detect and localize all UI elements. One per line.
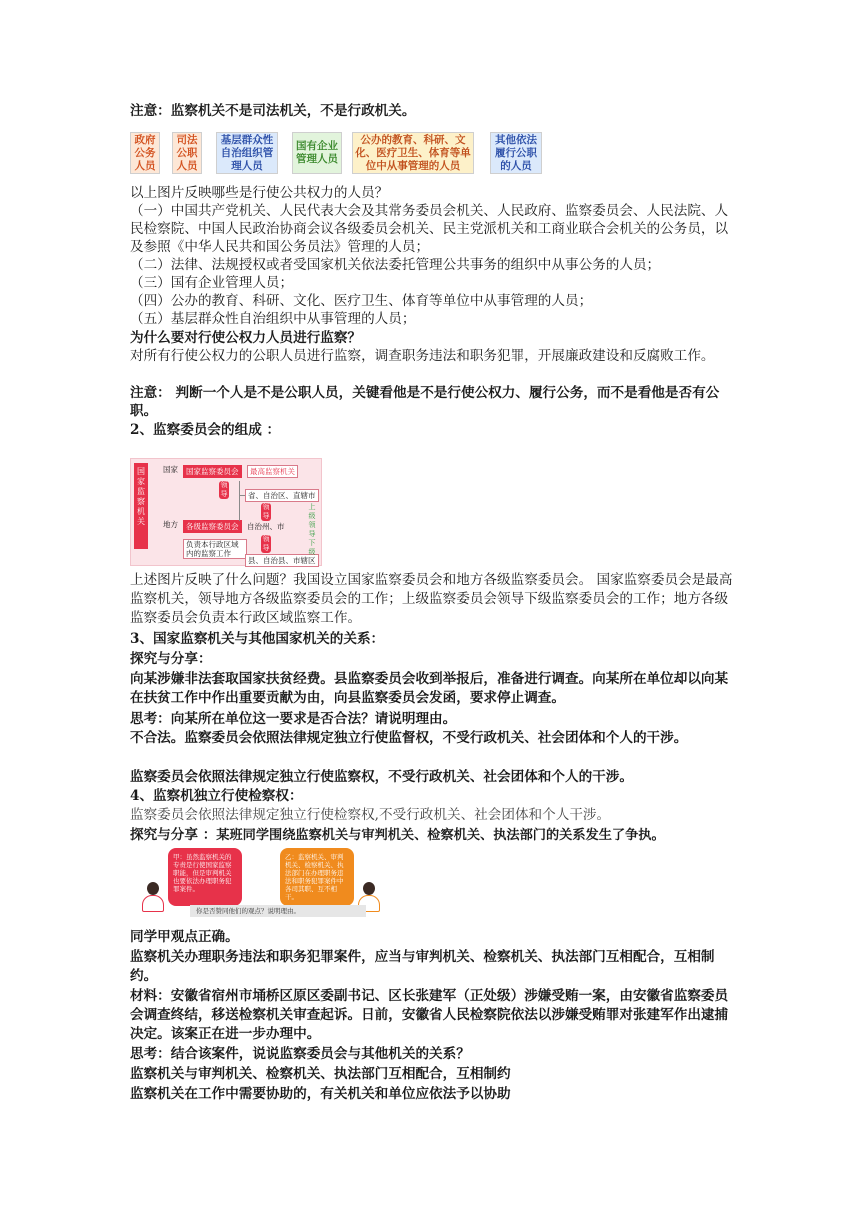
role-soe-managers: 国有企业管理人员: [292, 132, 342, 174]
role-grassroots-staff: 基层群众性自治组织管理人员: [216, 132, 278, 174]
speech-bubble-yi: 乙：监察机关、审判机关、检察机关、执法部门在办理职务违法和职务犯罪案件中各司其职、互不相干。: [280, 848, 354, 906]
supreme-organ-box: 最高监察机关: [247, 465, 298, 478]
explore-topic-2: 某班同学围绕监察机关与审判机关、检察机关、执法部门的关系发生了争执。: [216, 828, 665, 843]
role-judicial-staff: 司法公职人员: [172, 132, 202, 174]
answer-2: 对所有行使公权力的公职人员进行监察，调查职务违法和职务犯罪，开展廉政建设和反腐败工作。: [130, 348, 715, 364]
answer-7: 监察机关与审判机关、检察机关、执法部门互相配合，互相制约: [130, 1066, 511, 1082]
list-item-3: （三）国有企业管理人员；: [130, 275, 294, 291]
think-1: 思考：向某所在单位这一要求是否合法？请说明理由。: [130, 711, 457, 727]
prefecture-box: 自治州、市: [247, 522, 285, 531]
role-government-staff: 政府公务人员: [130, 132, 160, 174]
answer-4a: 不合法。监察委员会依照法律规定独立行使监督权，不受行政机关、社会团体和个人的干涉。: [130, 730, 688, 746]
hierarchy-label: 上级领导下级: [308, 503, 316, 556]
list-item-5: （五）基层群众性自治组织中从事管理的人员；: [130, 311, 416, 327]
connector-line: [239, 481, 240, 521]
answer-5: 监察委员会依照法律规定独立行使检察权,不受行政机关、社会团体和个人干涉。: [130, 807, 611, 823]
role-other-public-officials: 其他依法履行公职的人员: [490, 132, 542, 174]
lead-tag-2: 领导: [262, 503, 270, 520]
material: 材料：安徽省宿州市埇桥区原区委副书记、区长张建军（正处级）涉嫌受贿一案，由安徽省监察委员会调查终结，移送检察机关审查起诉。日前，安徽省人民检察院依法以涉嫌受贿罪对张建军作出逮捕决定。该案正在进一步办理中。: [130, 988, 729, 1042]
label-national: 国家: [163, 465, 178, 474]
county-box: 县、自治县、市辖区: [245, 554, 319, 567]
public-officials-figure: [130, 132, 550, 176]
explore-label-1: 探究与分享：: [130, 651, 212, 667]
explore-label-2: 探究与分享 ：: [130, 827, 217, 843]
commission-structure-diagram: [130, 458, 322, 566]
province-box: 省、自治区、直辖市: [245, 489, 319, 502]
local-duty-box: 负责本行政区域内的监察工作: [183, 539, 247, 559]
list-item-2: （二）法律、法规授权或者受国家机关依法委托管理公共事务的组织中从事公务的人员；: [130, 257, 661, 273]
diagram-side-label: 国家监察机关: [134, 463, 148, 549]
speech-bubble-jia: 甲：虽然监察机关的专责是行使国家监察职能，但是审判机关也要依法办理职务犯罪案件。: [168, 848, 242, 906]
case-1: 向某涉嫌非法套取国家扶贫经费。县监察委员会收到举报后，准备进行调查。向某所在单位却以向某在扶贫工作中作出重要贡献为由，向县监察委员会发函，要求停止调查。: [130, 671, 729, 706]
lead-tag-1: 领导: [220, 481, 228, 498]
national-commission-box: 国家监察委员会: [183, 465, 242, 478]
note-2: 注意： 判断一个人是不是公职人员，关键看他是不是行使公权力、履行公务，而不是看他是否有公职。: [130, 385, 720, 419]
answer-6b: 监察机关办理职务违法和职务犯罪案件，应当与审判机关、检察机关、执法部门互相配合，互相制约。: [130, 949, 715, 984]
explore-line-2: [130, 826, 665, 845]
role-public-institution-managers: 公办的教育、科研、文化、医疗卫生、体育等单位中从事管理的人员: [352, 132, 474, 174]
section-heading-4: 4、监察机独立行使检察权：: [130, 788, 303, 804]
question-2: 为什么要对行使公权力人员进行监察？: [130, 330, 362, 346]
label-local: 地方: [163, 520, 178, 529]
list-item-4: （四）公办的教育、科研、文化、医疗卫生、体育等单位中从事管理的人员；: [130, 293, 593, 309]
connector-line: [239, 495, 245, 496]
answer-3: 上述图片反映了什么问题？我国设立国家监察委员会和地方各级监察委员会。 国家监察委员会是最高监察机关，领导地方各级监察委员会的工作；上级监察委员会领导下级监察委员会的工作；地方各级监察委员会负责本行政区域监察工作。: [130, 572, 733, 626]
dialogue-question: 你是否赞同他们的观点？说明理由。: [190, 905, 366, 917]
answer-8: 监察机关在工作中需要协助的，有关机关和单位应依法予以协助: [130, 1086, 511, 1102]
answer-6a: 同学甲观点正确。: [130, 929, 239, 945]
section-heading-2: 2、监察委员会的组成 ：: [130, 422, 281, 438]
student-jia-avatar: [142, 882, 164, 912]
lead-tag-3: 领导: [262, 535, 270, 552]
question-1: 以上图片反映哪些是行使公共权力的人员？: [130, 185, 389, 201]
student-dialogue-figure: [142, 848, 402, 922]
list-item-1: （一）中国共产党机关、人民代表大会及其常务委员会机关、人民政府、监察委员会、人民法院、人民检察院、中国人民政治协商会议各级委员会机关、民主党派机关和工商业联合会机关的公务员，以及参照《中华人民共和国公务员法》管理的人员；: [130, 203, 729, 255]
think-2: 思考：结合该案件，说说监察委员会与其他机关的关系？: [130, 1046, 470, 1062]
local-commission-box: 各级监察委员会: [183, 520, 242, 533]
section-heading-3: 3、国家监察机关与其他国家机关的关系：: [130, 631, 385, 647]
answer-4b: 监察委员会依照法律规定独立行使监察权，不受行政机关、社会团体和个人的干涉。: [130, 769, 633, 785]
note-heading: 注意：监察机关不是司法机关，不是行政机关。: [130, 103, 416, 119]
